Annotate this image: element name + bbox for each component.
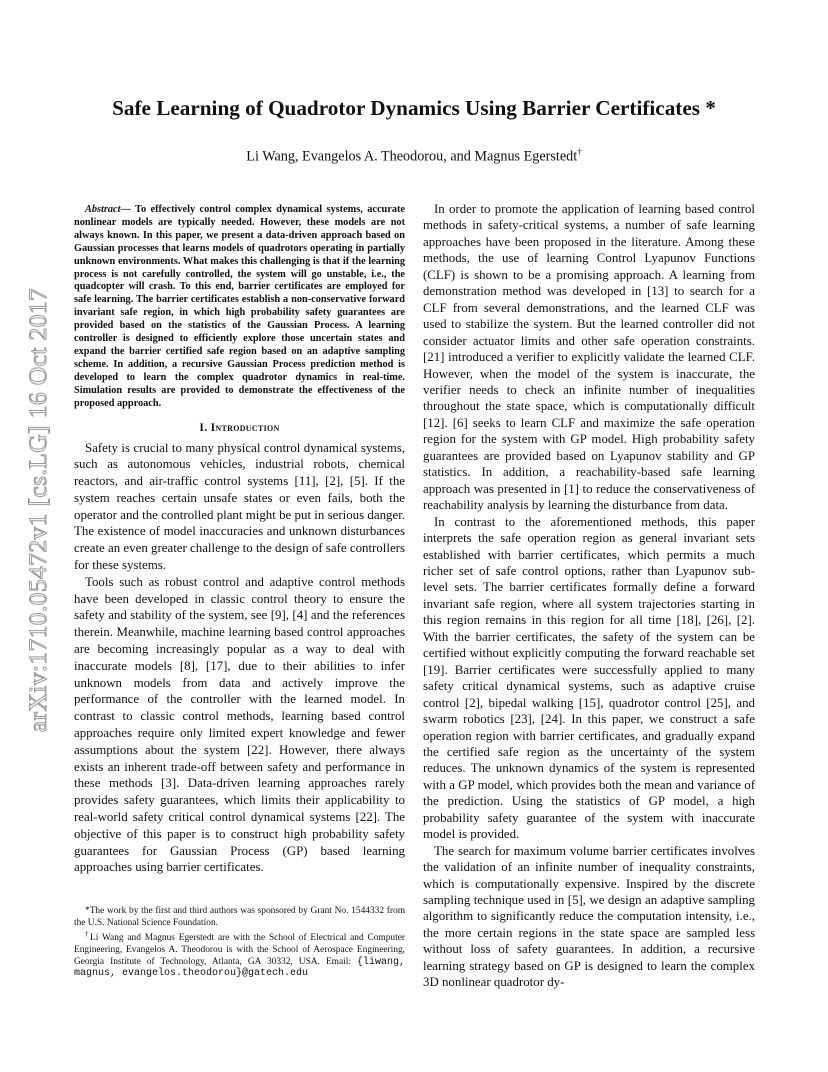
- author-footnote-mark: †: [577, 147, 582, 157]
- intro-paragraph-1: Safety is crucial to many physical control dynamical systems, such as autonomous vehicles, industrial robots, chemical reactors, and air-traffic control systems [11], [2], [5]. If the system reaches certain unsafe states or even fails, both the operator and the controlled plant might be put in serious danger. The existence of model inaccuracies and unknown disturbances create an even greater challenge to the design of safe controllers for these systems.: [74, 440, 405, 573]
- left-column: [74, 204, 405, 876]
- abstract-text: To effectively control complex dynamical systems, accurate nonlinear models are typically needed. However, these models are not always known. In this paper, we present a data-driven approach based on Gaussian processes that learns models of quadrotors operating in partially unknown environments. What makes this challenging is that if the learning process is not carefully controlled, the system will go unstable, i.e., the quadcopter will crash. To this end, barrier certificates are employed for safe learning. The barrier certificates establish a non-conservative forward invariant safe region, in which high probability safety guarantees are provided based on the statistics of the Gaussian Process. A learning controller is designed to efficiently explore those uncertain states and expand the barrier certified safe region based on an adaptive sampling scheme. In addition, a recursive Gaussian Process prediction method is developed to learn the complex quadrotor dynamics in real-time. Simulation results are provided to demonstrate the effectiveness of the proposed approach.: [74, 204, 405, 409]
- section-heading-introduction: I. Introduction: [199, 420, 280, 434]
- footnotes: [74, 906, 405, 980]
- abstract-lead: Abstract—: [85, 204, 131, 215]
- abstract: [74, 204, 405, 411]
- author-names: Li Wang, Evangelos A. Theodorou, and Magnus Egerstedt: [246, 148, 578, 165]
- footnote-funding: *The work by the first and third authors was sponsored by Grant No. 1544332 from the U.S. National Science Foundation.: [74, 906, 405, 928]
- intro-paragraph-2: Tools such as robust control and adaptive control methods have been developed in classic control theory to ensure the safety and stability of the system, see [9], [4] and the references therein. Meanwhile, machine learning based control approaches are becoming increasingly popular as a way to deal with inaccurate models [8], [17], due to their abilities to infer unknown models from data and actively improve the performance of the controller with the learned model. In contrast to classic control methods, learning based control approaches require only limited expert knowledge and fewer assumptions about the system [22]. However, there always exists an inherent trade-off between safety and performance in these methods [3]. Data-driven learning approaches rarely provides safety guarantees, which limits their applicability to real-world safety critical control dynamical systems [22]. The objective of this paper is to construct high probability safety guarantees for Gaussian Process (GP) based learning approaches using barrier certificates.: [74, 574, 405, 875]
- footnote-email: {liwang, magnus, evangelos.theodorou}@gatech.edu: [74, 956, 405, 980]
- footnote-affiliation: [74, 929, 405, 980]
- right-paragraph-2: In contrast to the aforementioned methods, this paper interprets the safe operation region as general invariant sets established with barrier certificates, which permits a much richer set of safe control options, rather than Lyapunov sub-level sets. The barrier certificates formally define a forward invariant safe region, where all system trajectories starting in this region remains in this region for all time [18], [26], [2]. With the barrier certificates, the safety of the system can be certified without explicitly computing the forward reachable set [19]. Barrier certificates were successfully applied to many safety critical dynamical systems, such as adaptive cruise control [2], bipedal walking [15], quadrotor control [25], and swarm robotics [23], [24]. In this paper, we construct a safe operation region with barrier certificates, and gradually expand the certified safe region as the uncertainty of the system reduces. The unknown dynamics of the system is represented with a GP model, which provides both the mean and variance of the prediction. Using the statistics of GP model, a high probability safety guarantee of the system with inaccurate model is provided.: [423, 514, 755, 842]
- author-line: [0, 143, 828, 166]
- arxiv-stamp-text: arXiv:1710.05472v1 [cs.LG] 16 Oct 2017: [23, 287, 53, 733]
- right-paragraph-1: In order to promote the application of learning based control methods in safety-critical systems, a number of safe learning approaches have been proposed in the literature. Among these methods, the use of learning Control Lyapunov Functions (CLF) is shown to be a promising approach. A learning from demonstration method was developed in [13] to search for a CLF from several demonstrations, and the learned CLF was used to stabilize the system. But the learned controller did not consider actuator limits and other safe operation constraints. [21] introduced a verifier to explicitly validate the learned CLF. However, when the model of the system is inaccurate, the verifier needs to check an infinite number of inequalities throughout the state space, which is computationally difficult [12]. [6] seeks to learn CLF and maximize the safe operation region for the system with GP model. High probability safety guarantees are provided based on Lyapunov stability and GP statistics. In addition, a reachability-based safe learning approach was presented in [1] to reduce the conservativeness of reachability analysis by learning the disturbance from data.: [423, 202, 755, 513]
- footnote-affiliation-text: Li Wang and Magnus Egerstedt are with the School of Electrical and Computer Engineering, Evangelos A. Theodorou is with the School of Aerospace Engineering, Georgia Institute of Technology, Atlanta, GA 30332, USA. Email:: [74, 933, 405, 967]
- right-paragraph-3: The search for maximum volume barrier certificates involves the validation of an infinite number of inequality constraints, which is computationally expensive. Inspired by the discrete sampling technique used in [5], we design an adaptive sampling algorithm to significantly reduce the computation intensity, i.e., the more certain regions in the state space are sampled less without loss of safety guarantees. In addition, a recursive learning strategy based on GP is designed to learn the complex 3D nonlinear quadrotor dy-: [423, 843, 755, 990]
- right-column: [423, 201, 755, 991]
- arxiv-stamp: [20, 255, 56, 765]
- footnote-mark: †: [85, 930, 90, 939]
- paper-title: Safe Learning of Quadrotor Dynamics Using Barrier Certificates *: [112, 96, 716, 120]
